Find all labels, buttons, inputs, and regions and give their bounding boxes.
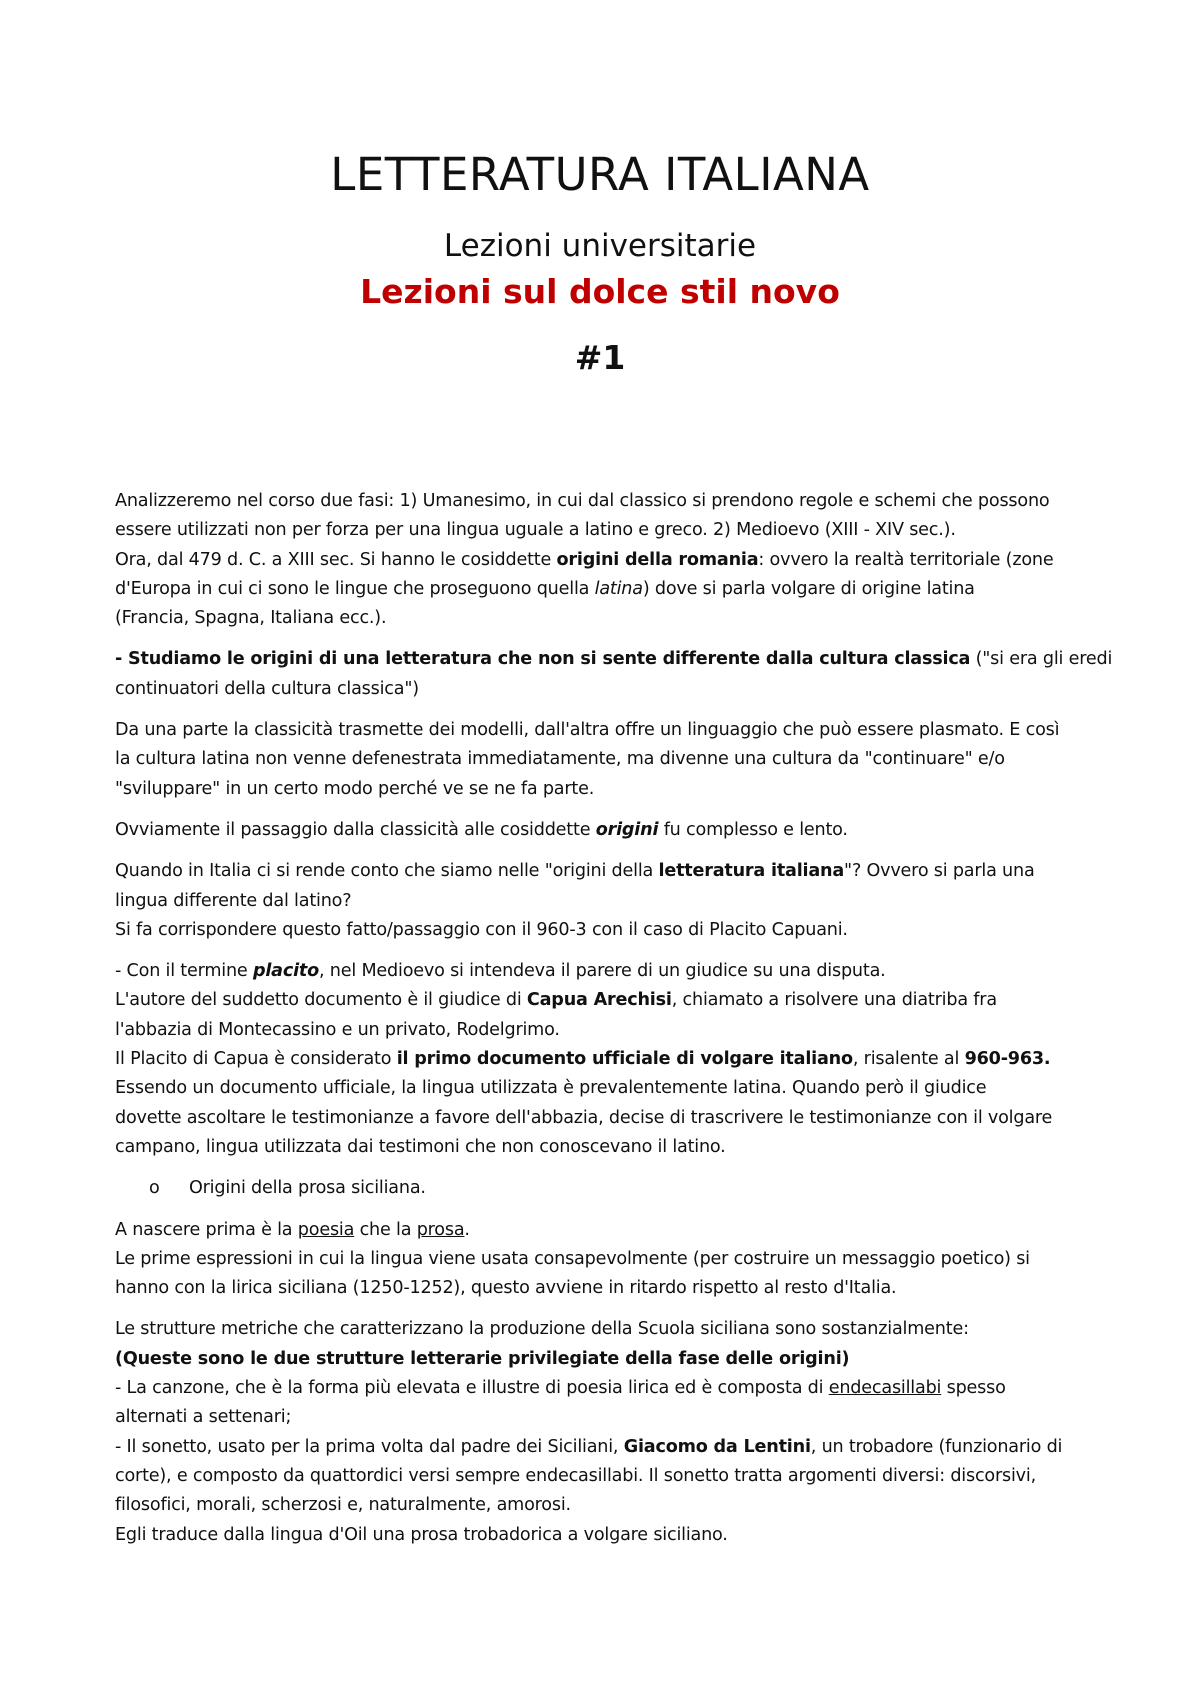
lesson-number: #1 (574, 338, 626, 377)
paragraph-origini-italiana (115, 857, 1095, 945)
text-run: "? Ovvero si parla una (844, 861, 1035, 882)
paragraph-poesia-prosa (115, 1216, 1095, 1304)
text-line: Da una parte la classicità trasmette dei modelli, dall'altra offre un linguaggio che può essere plasmato. E così (115, 720, 1060, 741)
text-run: A nascere prima è la (115, 1219, 298, 1240)
text-line: essere utilizzati non per forza per una lingua uguale a latino e greco. 2) Medioevo (XIII - XIV sec.). (115, 520, 956, 541)
underlined-term: poesia (297, 1219, 355, 1240)
text-line: lingua differente dal latino? (115, 890, 352, 911)
text-run: Ovviamente il passaggio dalla classicità alle cosiddette (115, 819, 596, 840)
text-line (115, 1374, 1095, 1403)
bold-italic-term: placito (252, 961, 320, 982)
text-line (115, 1345, 1095, 1374)
text-run: , chiamato a risolvere una diatriba fra (671, 990, 997, 1011)
text-line (115, 546, 1095, 575)
text-run: Quando in Italia ci si rende conto che siamo nelle "origini della (115, 861, 659, 882)
bold-term: il primo documento ufficiale di volgare italiano (396, 1049, 853, 1070)
bold-term: letteratura italiana (658, 861, 845, 882)
text-line: Si fa corrispondere questo fatto/passaggio con il 960-3 con il caso di Placito Capuani. (115, 919, 848, 940)
text-line (115, 986, 1095, 1015)
document-subtitle: Lezioni universitarie (443, 228, 757, 264)
text-line (115, 1433, 1095, 1462)
text-line (115, 1216, 1095, 1245)
bullet-marker: o (149, 1178, 160, 1199)
text-line: corte), e composto da quattordici versi sempre endecasillabi. Il sonetto tratta argomenti diversi: discorsivi, (115, 1465, 1036, 1486)
text-run: - La canzone, che è la forma più elevata e illustre di poesia lirica ed è composta di (115, 1378, 829, 1399)
text-line: la cultura latina non venne defenestrata immediatamente, ma divenne una cultura da "continuare" e/o (115, 749, 1005, 770)
bold-statement: - Studiamo le origini di una letteratura che non si sente differente dalla cultura classica (115, 649, 971, 670)
text-line: Analizzeremo nel corso due fasi: 1) Umanesimo, in cui dal classico si prendono regole e schemi che possono (115, 491, 1050, 511)
text-run: spesso (941, 1378, 1006, 1399)
document-subtitle-red: Lezioni sul dolce stil novo (360, 272, 840, 311)
text-run: L'autore del suddetto documento è il giudice di (115, 990, 527, 1011)
text-line (115, 645, 1113, 674)
paragraph-passaggio (115, 816, 1095, 845)
bold-term: Giacomo da Lentini (623, 1436, 811, 1457)
text-line (115, 816, 1095, 845)
italic-term: latina (594, 578, 643, 599)
text-line: (Francia, Spagna, Italiana ecc.). (115, 608, 387, 629)
underlined-term: prosa (416, 1219, 465, 1240)
text-line: alternati a settenari; (115, 1407, 292, 1428)
text-line: campano, lingua utilizzata dai testimoni che non conoscevano il latino. (115, 1136, 726, 1157)
text-line: Egli traduce dalla lingua d'Oil una prosa trobadorica a volgare siciliano. (115, 1524, 728, 1545)
bold-term: Capua Arechisi (526, 990, 672, 1011)
text-run: , nel Medioevo si intendeva il parere di un giudice su una disputa. (319, 961, 886, 982)
text-line (115, 857, 1095, 886)
paragraph-studiamo (115, 645, 1113, 704)
text-line (115, 957, 1095, 986)
text-run: ) dove si parla volgare di origine latina (642, 578, 975, 599)
text-line: continuatori della cultura classica") (115, 678, 419, 699)
text-run: ("si era gli eredi (970, 649, 1113, 670)
paragraph-strutture-metriche (115, 1315, 1095, 1549)
text-line: l'abbazia di Montecassino e un privato, Rodelgrimo. (115, 1019, 560, 1040)
text-line: hanno con la lirica siciliana (1250-1252), questo avviene in ritardo rispetto al resto d'Italia. (115, 1278, 897, 1299)
text-run: d'Europa in cui ci sono le lingue che proseguono quella (115, 578, 595, 599)
bold-statement: (Queste sono le due strutture letterarie privilegiate della fase delle origini) (115, 1348, 850, 1369)
text-line: Le prime espressioni in cui la lingua viene usata consapevolmente (per costruire un messaggio poetico) si (115, 1248, 1030, 1269)
text-line: dovette ascoltare le testimonianze a favore dell'abbazia, decise di trascrivere le testimonianze con il volgare (115, 1107, 1053, 1128)
document-title: LETTERATURA ITALIANA (330, 148, 870, 201)
text-run: , un trobadore (funzionario di (810, 1436, 1063, 1457)
text-line (115, 1045, 1095, 1074)
bullet-text: Origini della prosa siciliana. (189, 1178, 426, 1199)
text-line: Le strutture metriche che caratterizzano la produzione della Scuola siciliana sono sostanzialmente: (115, 1319, 969, 1340)
paragraph-placito (115, 957, 1095, 1162)
text-line: filosofici, morali, scherzosi e, naturalmente, amorosi. (115, 1495, 571, 1516)
text-run: - Il sonetto, usato per la prima volta dal padre dei Siciliani, (115, 1436, 624, 1457)
document-body (115, 487, 1113, 1562)
underlined-term: endecasillabi (828, 1378, 942, 1399)
text-run: - Con il termine (115, 961, 253, 982)
bold-italic-term: origini (595, 819, 659, 840)
text-run: : ovvero la realtà territoriale (zone (758, 549, 1054, 570)
text-run: fu complesso e lento. (658, 819, 848, 840)
text-line: Essendo un documento ufficiale, la lingua utilizzata è prevalentemente latina. Quando però il giudice (115, 1078, 987, 1099)
text-line: "sviluppare" in un certo modo perché ve se ne fa parte. (115, 778, 595, 799)
bold-term: origini della romania (556, 549, 759, 570)
text-run: Il Placito di Capua è considerato (115, 1049, 397, 1070)
text-run: che la (354, 1219, 417, 1240)
text-run: , risalente al (852, 1049, 965, 1070)
text-line (115, 575, 1095, 604)
bold-date: 960-963. (964, 1049, 1051, 1070)
paragraph-classicita (115, 716, 1095, 804)
paragraph-intro (115, 487, 1095, 633)
text-run: Ora, dal 479 d. C. a XIII sec. Si hanno le cosiddette (115, 549, 557, 570)
text-run: . (464, 1219, 470, 1240)
bullet-item (115, 1174, 1095, 1203)
